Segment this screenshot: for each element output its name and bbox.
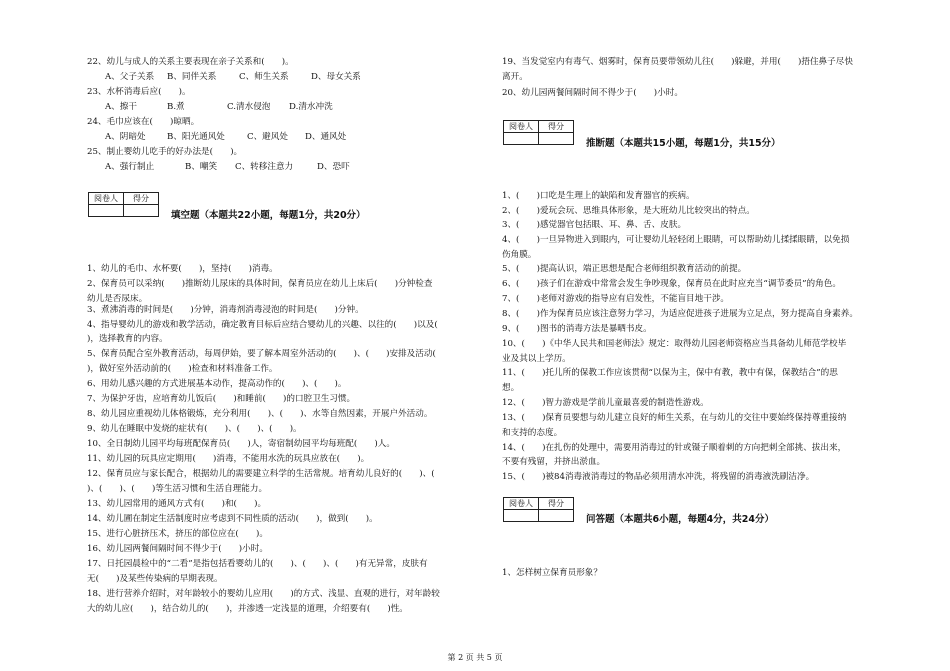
fill-line: 13、幼儿园常用的通风方式有( )和( )。 [87, 499, 267, 509]
fill-line: 17、日托园晨检中的“二看”是指包括看婴幼儿的( )、( )、( )有无异常，皮肤有 [87, 559, 428, 569]
fill-line: 14、幼儿圃在制定生活制度时应考虑到不同性质的活动( )，做到( )。 [87, 514, 378, 524]
option: A、父子关系 [105, 72, 155, 82]
grader-box [88, 192, 159, 217]
option: B.煮 [167, 102, 185, 112]
judge-line: 8、( )作为保育员应该注意努力学习，为适应促进孩子进展为立足点，努力提高自身素养。 [502, 309, 858, 319]
option: D、恐吓 [317, 162, 350, 172]
option: A、擦干 [105, 102, 137, 112]
score-cell [539, 510, 574, 522]
judge-line: 和支持的态度。 [502, 428, 563, 438]
option: D.清水冲洗 [289, 102, 333, 112]
judge-line: 5、( )提高认识，端正思想是配合老师组织教育活动的前提。 [502, 264, 747, 274]
fill-line: 无( )及某些传染病的早期表现。 [87, 574, 223, 584]
grader-label: 阅卷人 [504, 498, 539, 510]
question-22: 22、幼儿与成人的关系主要表现在亲子关系和( )。 [87, 57, 294, 67]
section-title-qa: 问答题（本题共6小题，每题4分，共24分） [586, 514, 774, 525]
fill-line: )、( )、( )等生活习惯和生活自理能力。 [87, 484, 268, 494]
judge-line: 13、( )保育员要想与幼儿建立良好的师生关系，在与幼儿的交往中要始终保持尊重接纳 [502, 413, 847, 423]
grader-box [503, 120, 574, 145]
grader-label: 阅卷人 [89, 193, 124, 205]
question-19-cont: 离开。 [502, 72, 528, 82]
option: B、嘲笑 [185, 162, 218, 172]
fill-line: 3、煮沸消毒的时间是( )分钟，消毒剂消毒浸泡的时间是( )分钟。 [87, 305, 364, 315]
judge-line: 12、( )智力游戏是学前儿童最喜爱的制造性游戏。 [502, 398, 709, 408]
section-title-fill: 填空题（本题共22小题，每题1分，共20分） [171, 210, 366, 221]
fill-line: 12、保育员应与家长配合，根据幼儿的需要建立科学的生活常规。培育幼儿良好的( )、( [87, 469, 435, 479]
page-footer: 第 2 页 共 5 页 [447, 653, 503, 662]
score-cell [539, 133, 574, 145]
fill-line: 15、进行心脏挤压术，挤压的部位应在( )。 [87, 529, 268, 539]
grader-cell [504, 510, 539, 522]
option: D、母女关系 [311, 72, 361, 82]
fill-line: 1、幼儿的毛巾、水杯要( )，坚持( )消毒。 [87, 264, 278, 274]
question-20: 20、幼儿园两餐间隔时间不得少于( )小时。 [502, 88, 683, 98]
fill-line: )，做好室外活动前的( )检查和材料准备工作。 [87, 364, 278, 374]
question-19: 19、当发觉室内有毒气、烟雾时，保育员要带领幼儿往( )躲避，并用( )捂住鼻子尽快 [502, 57, 853, 67]
fill-line: 18、进行营养介绍时，对年龄较小的婴幼儿应用( )的方式、浅显、直观的进行，对年龄较 [87, 589, 440, 599]
option: A、强行制止 [105, 162, 155, 172]
fill-line: 7、为保护牙齿，应培育幼儿饭后( )和睡前( )的口腔卫生习惯。 [87, 394, 356, 404]
grader-box [503, 497, 574, 522]
option: C、转移注意力 [235, 162, 294, 172]
question-24: 24、毛巾应该在( )晾晒。 [87, 117, 200, 127]
judge-line: 4、( )一旦异物进入到眼内，可让婴幼儿轻轻闭上眼睛，可以帮助幼儿揉揉眼睛，以免损 [502, 235, 850, 245]
judge-line: 业及其以上学历。 [502, 354, 571, 364]
fill-line: 6、用幼儿感兴趣的方式进展基本动作，提高动作的( )、( )。 [87, 379, 347, 389]
judge-line: 想。 [502, 383, 520, 393]
fill-line: 大的幼儿应( )，结合幼儿的( )，并渗透一定浅显的道理，介绍要有( )性。 [87, 604, 408, 614]
fill-line: 4、指导婴幼儿的游戏和教学活动，确定教育目标后应结合婴幼儿的兴趣、以往的( )以及( [87, 320, 438, 330]
fill-line: 16、幼儿园两餐间隔时间不得少于( )小时。 [87, 544, 268, 554]
grader-label: 阅卷人 [504, 121, 539, 133]
score-label: 得分 [124, 193, 159, 205]
fill-line: 10、全日制幼儿园平均每班配保育员( )人，寄宿制幼园平均每班配( )人。 [87, 439, 395, 449]
question-25: 25、制止婴幼儿吃手的好办法是( )。 [87, 147, 243, 157]
judge-line: 15、( )被84消毒液消毒过的物品必须用清水冲洗，将残留的消毒液洗刷洁净。 [502, 472, 815, 482]
fill-line: )，选择教育的内容。 [87, 334, 168, 344]
section-title-judge: 推断题（本题共15小题，每题1分，共15分） [586, 138, 781, 149]
judge-line: 2、( )爱玩会玩、思维具体形象，是大班幼儿比较突出的特点。 [502, 206, 755, 216]
judge-line: 11、( )托儿所的保教工作应该贯彻“以保为主，保中有教，教中有保，保教结合”的思 [502, 368, 838, 378]
option: B、阳光通风处 [167, 132, 225, 142]
option: D、通风处 [305, 132, 347, 142]
option: C.清水侵泡 [227, 102, 271, 112]
option: A、阴暗处 [105, 132, 146, 142]
fill-line: 5、保育员配合室外教育活动，每周伊始，要了解本周室外活动的( )、( )安排及活动( [87, 349, 436, 359]
fill-line: 11、幼儿园的玩具应定期用( )消毒，不能用水洗的玩具应放在( )。 [87, 454, 370, 464]
score-label: 得分 [539, 121, 574, 133]
judge-line: 伤角膜。 [502, 250, 537, 260]
fill-line: 9、幼儿在睡眠中发烧的症状有( )、( )、( )。 [87, 424, 302, 434]
fill-line: 8、幼儿园应重视幼儿体格锻炼，充分利用( )、( )、水等自然因素，开展户外活动。 [87, 409, 433, 419]
qa-question-1: 1、怎样树立保育员形象？ [502, 568, 602, 578]
fill-line: 2、保育员可以采纳( )推断幼儿尿床的具体时间，保育员应在幼儿上床后( )分钟检查 [87, 279, 433, 289]
question-23: 23、水杯消毒后应( )。 [87, 87, 191, 97]
fill-line: 幼儿是否尿床。 [87, 294, 148, 304]
judge-line: 不要有残留，并挤出淤血。 [502, 457, 606, 467]
option: B、同伴关系 [167, 72, 217, 82]
score-cell [124, 205, 159, 217]
grader-cell [504, 133, 539, 145]
judge-line: 14、( )在扎伤的处理中，需要用消毒过的针或镊子顺着刺的方向把刺全部挑、拔出来， [502, 443, 847, 453]
grader-cell [89, 205, 124, 217]
judge-line: 6、( )孩子们在游戏中常常会发生争吵现象，保育员在此时应充当“调节委员”的角色。 [502, 279, 841, 289]
judge-line: 7、( )老师对游戏的指导应有启发性，不能盲目地干涉。 [502, 294, 730, 304]
score-label: 得分 [539, 498, 574, 510]
judge-line: 1、( )口吃是生理上的缺陷和发育器官的疾病。 [502, 191, 695, 201]
option: C、师生关系 [239, 72, 289, 82]
judge-line: 10、( )《中华人民共和国老师法》规定：取得幼儿园老师资格应当具备幼儿师范学校毕 [502, 339, 847, 349]
judge-line: 9、( )图书的消毒方法是暴晒书皮。 [502, 324, 652, 334]
option: C、避风处 [247, 132, 288, 142]
judge-line: 3、( )感觉器官包括眼、耳、鼻、舌、皮肤。 [502, 220, 687, 230]
